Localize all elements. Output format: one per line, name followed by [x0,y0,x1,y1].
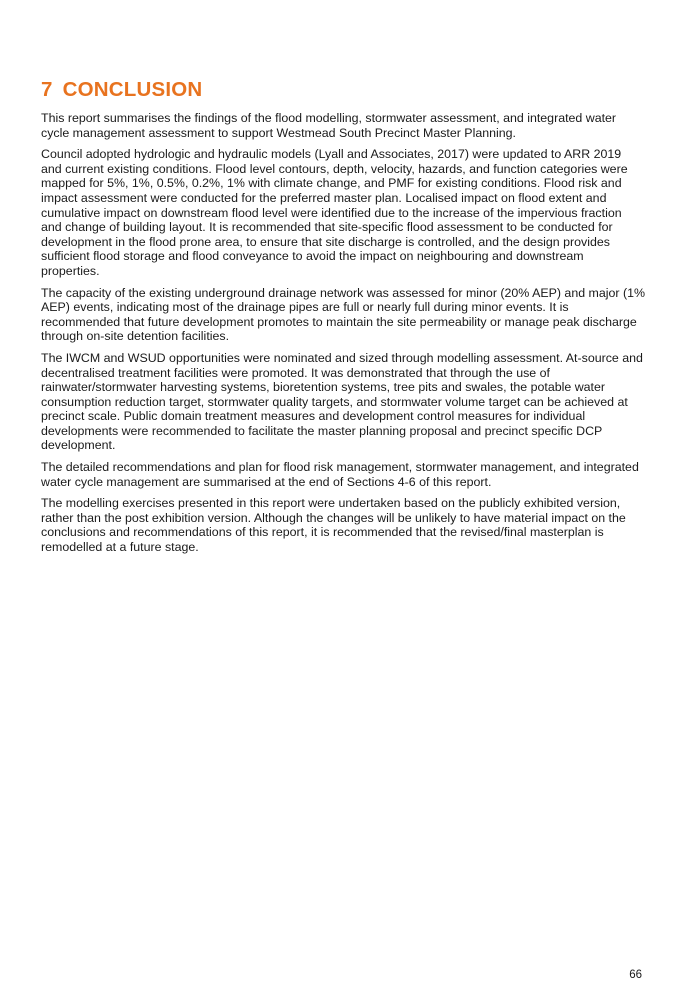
page-content [41,79,645,562]
paragraph-summary: This report summarises the findings of the flood modelling, stormwater assessment, and integrated water cycle management assessment to support Westmead South Precinct Master Planning. [41,111,617,140]
paragraph-iwcm-wsud: The IWCM and WSUD opportunities were nominated and sized through modelling assessment. At-source and decentralised treatment facilities were promoted. It was demonstrated that through the use of rainwater/stormwater harvesting systems, bioretention systems, tree pits and swales, the potable water consumption reduction target, stormwater quality targets, and stormwater volume target can be achieved at precinct scale. Public domain treatment measures and development control measures for individual developments were recommended to facilitate the master planning proposal and precinct specific DCP development. [41,350,643,453]
section-title: CONCLUSION [62,78,203,101]
paragraph-recommendations: The detailed recommendations and plan for flood risk management, stormwater management, and integrated water cycle management are summarised at the end of Sections 4-6 of this report. [41,460,639,489]
paragraph-modelling-exercises: The modelling exercises presented in this report were undertaken based on the publicly exhibited version, rather than the post exhibition version. Although the changes will be unlikely to have material impact on the conclusions and recommendations of this report, it is recommended that the revised/final masterplan is remodelled at a future stage. [41,496,626,555]
section-heading [41,79,645,101]
paragraph-flood-models: Council adopted hydrologic and hydraulic models (Lyall and Associates, 2017) were updated to ARR 2019 and current existing conditions. Flood level contours, depth, velocity, hazards, and function categories were mapped for 5%, 1%, 0.5%, 0.2%, 1% with climate change, and PMF for existing conditions. Flood risk and impact assessment were conducted for the preferred master plan. Localised impact on flood extent and cumulative impact on downstream flood level were identified due to the increase of the impervious fraction and change of building layout. It is recommended that site-specific flood assessment to be conducted for development in the flood prone area, to ensure that site discharge is controlled, and the design provides sufficient flood storage and flood conveyance to avoid the impact on neighbouring and downstream properties. [41,147,628,278]
paragraph-drainage-capacity: The capacity of the existing underground drainage network was assessed for minor (20% AEP) and major (1% AEP) events, indicating most of the drainage pipes are full or nearly full during minor events. It is recommended that future development promotes to maintain the site permeability or manage peak discharge through on-site detention facilities. [41,285,646,344]
section-number: 7 [41,78,53,101]
page-number: 66 [629,969,642,981]
